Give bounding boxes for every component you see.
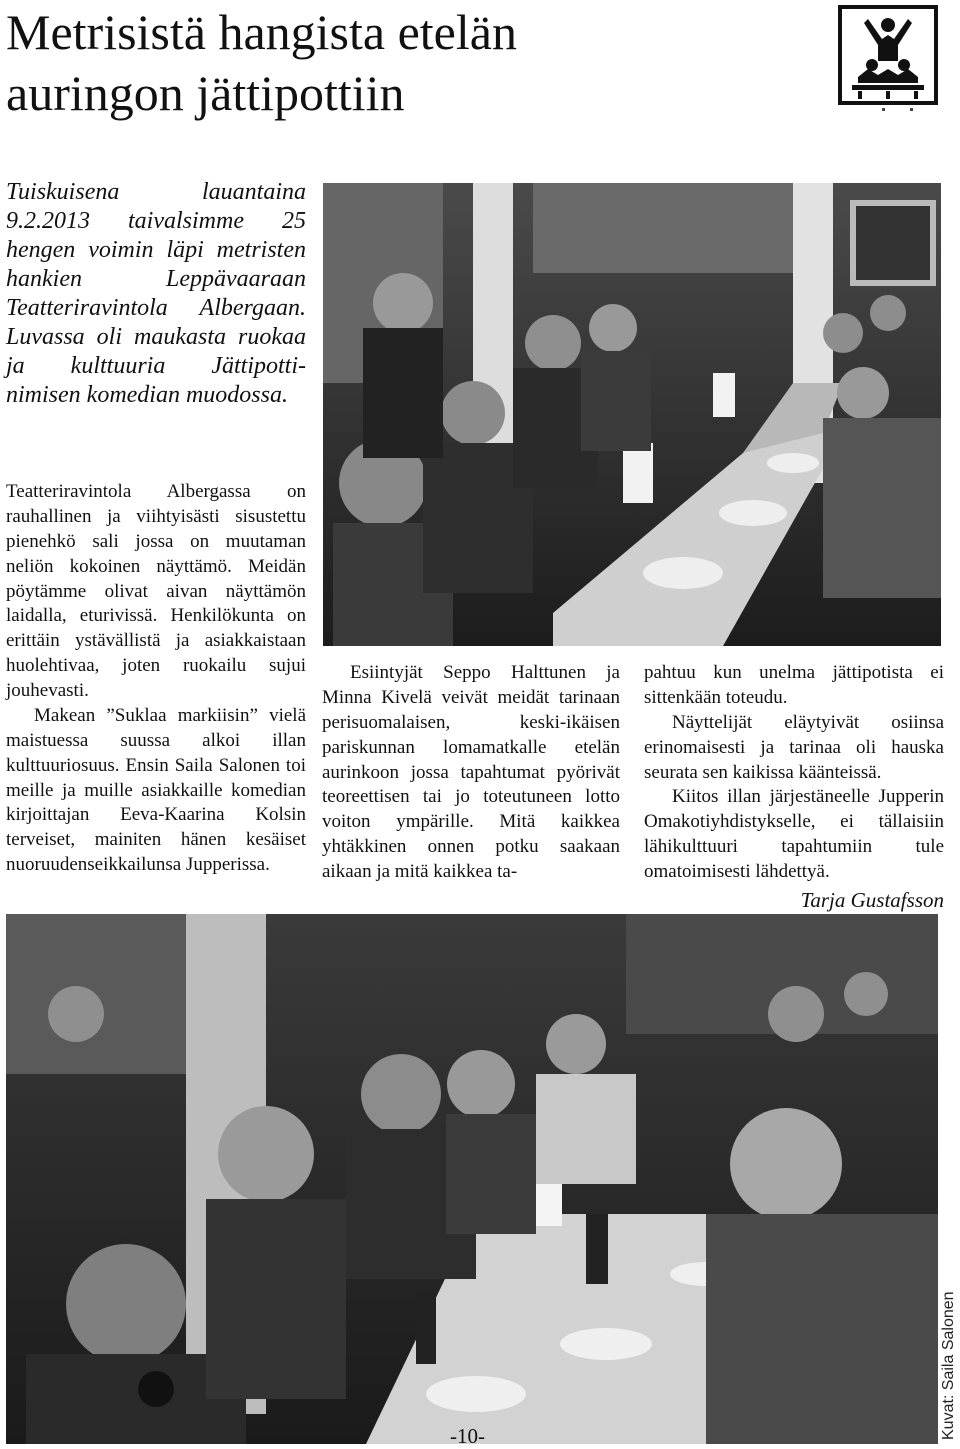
restaurant-photo-top — [323, 183, 941, 646]
restaurant-photo-bottom — [6, 914, 938, 1444]
paragraph: Makean ”Suklaa markiisin” vielä maistuessa suussa alkoi illan kulttuuriosuus. Ensin Saila Salonen toi meille ja muille asiakkaille komedian kirjoittajan Eeva-Kaarina Kolsin terveiset, mainiten hänen kesäiset nuoruudenseikkailunsa Jupperissa. — [6, 704, 306, 876]
paragraph: Teatteriravintola Albergassa on rauhallinen ja viihtyisästi sisustettu pienehkö sali jossa on muutaman neliön kokoinen näyttämö. Meidän pöytämme olivat aivan näyttämön laidalla, eturivissä. Henkilökunta on erittäin ystävällistä ja asiakkaistaan huolehtivaa, joten ruokailu sujui jouhevasti. — [6, 481, 306, 701]
paragraph: Kiitos illan järjestäneelle Jupperin Omakotiyhdistykselle, ei tällaisiin lähikulttuuri tapahtumiin tule omatoimisesti lähdettyä. — [644, 786, 944, 882]
logo-dot — [882, 108, 885, 111]
paragraph: Näyttelijät eläytyivät osiinsa erinomaisesti ja tarinaa oli hauska seurata sen kaikissa käänteissä. — [644, 711, 944, 783]
text-column-1 — [6, 480, 306, 878]
association-logo-icon — [838, 5, 938, 105]
page-title: Metrisistä hangista etelän auringon jättipottiin — [6, 4, 517, 121]
logo-dot — [910, 108, 913, 111]
text-column-2 — [322, 661, 620, 885]
author-signature: Tarja Gustafsson — [800, 887, 944, 912]
paragraph: pahtuu kun unelma jättipotista ei sittenkään toteudu. — [644, 662, 944, 708]
text-column-3 — [644, 661, 944, 914]
photo-credit: Kuvat: Saila Salonen — [940, 1291, 957, 1440]
paragraph: Esiintyjät Seppo Halttunen ja Minna Kivelä veivät meidät tarinaan perisuomalaisen, keski-ikäisen pariskunnan lomamatkalle etelän aurinkoon jossa tapahtumat pyörivät teoreettisen tai jo toteutuneen lotto voiton ympärille. Mitä kaikkea yhtäkkinen onnen potku saakaan aikaan ja mitä kaikkea ta- — [322, 662, 620, 882]
page-number: -10- — [450, 1424, 485, 1448]
article-lead: Tuiskuisena lauantaina 9.2.2013 taivalsimme 25 hengen voimin läpi metristen hankien Leppävaaraan Teatteriravintola Albergaan. Luvassa oli maukasta ruokaa ja kulttuuria Jättipotti- nimisen komedian muodossa. — [6, 179, 306, 409]
